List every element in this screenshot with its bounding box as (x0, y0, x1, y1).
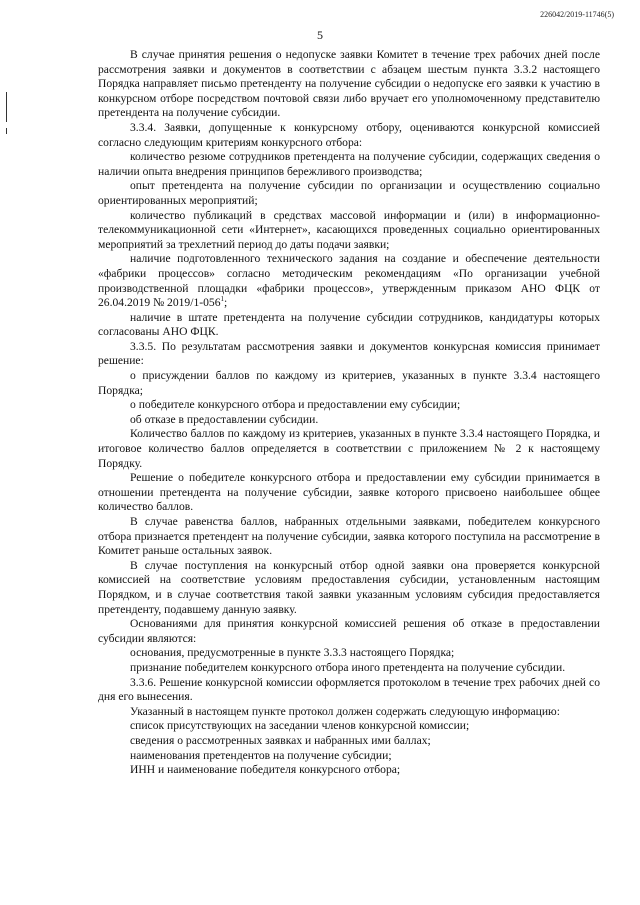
paragraph: о присуждении баллов по каждому из критериев, указанных в пункте 3.3.4 настоящего Порядка; (98, 369, 600, 397)
paragraph: об отказе в предоставлении субсидии. (130, 412, 319, 426)
paragraph-text: наличие подготовленного технического задания на создание и обеспечение деятельности «фабрики процессов» согласно методическим рекомендациям «По организации учебной производственной площадки «фабрики процессов», утвержденным приказом АНО ФЦК от 26.04.2019 № 2019/1-056 (98, 252, 600, 310)
footnote-mark: 1 (220, 295, 224, 304)
paragraph: ИНН и наименование победителя конкурсного отбора; (130, 763, 401, 777)
paragraph: наименования претендентов на получение субсидии; (130, 748, 392, 762)
margin-mark (6, 128, 7, 134)
paragraph: 3.3.4. Заявки, допущенные к конкурсному отбору, оцениваются конкурсной комиссией согласно следующим критериям конкурсного отбора: (98, 120, 600, 149)
page-number: 5 (317, 28, 323, 42)
document-id: 226042/2019-11746(5) (540, 10, 614, 19)
paragraph: В случае поступления на конкурсный отбор одной заявки она проверяется конкурсной комиссией на соответствие условиям предоставления субсидии, установленным настоящим Порядком, и в случае соответствия такой заявки указанным условиям субсидия предоставляется претенденту, подавшему данную заявку. (98, 558, 600, 616)
paragraph: список присутствующих на заседании членов конкурсной комиссии; (130, 719, 470, 733)
paragraph: Количество баллов по каждому из критериев, указанных в пункте 3.3.4 настоящего Порядка, и итоговое количество баллов определяется в соответствии с приложением № 2 к настоящему Порядку. (98, 427, 600, 470)
paragraph: В случае равенства баллов, набранных отдельными заявками, победителем конкурсного отбора признается претендент на получение субсидии, заявка которого поступила на рассмотрение в Комитет раньше остальных заявок. (98, 515, 600, 558)
paragraph: 3.3.6. Решение конкурсной комиссии оформляется протоколом в течение трех рабочих дней со дня его вынесения. (98, 675, 600, 704)
paragraph: количество публикаций в средствах массовой информации и (или) в информационно-телекоммуникационной сети «Интернет», касающихся проведенных социально ориентированных мероприятий за трехлетний период до даты подачи заявки; (98, 208, 600, 251)
paragraph: сведения о рассмотренных заявках и набранных ими баллах; (130, 733, 431, 747)
paragraph-end: ; (224, 296, 228, 310)
paragraph: Основаниями для принятия конкурсной комиссией решения об отказе в предоставлении субсидии являются: (98, 617, 600, 645)
margin-mark (6, 92, 7, 122)
paragraph: 3.3.5. По результатам рассмотрения заявки и документов конкурсная комиссия принимает решение: (98, 339, 600, 368)
paragraph: В случае принятия решения о недопуске заявки Комитет в течение трех рабочих дней после рассмотрения заявки и документов в соответствии с абзацем шестым пункта 3.3.2 настоящего Порядка направляет письмо претенденту на получение субсидии о недопуске его заявки к участию в конкурсном отборе посредством почтовой связи либо вручает его уполномоченному представителю претендента на получение субсидии. (98, 48, 600, 120)
paragraph: признание победителем конкурсного отбора иного претендента на получение субсидии. (130, 660, 566, 674)
paragraph: о победителе конкурсного отбора и предоставлении ему субсидии; (130, 398, 461, 412)
paragraph: количество резюме сотрудников претендента на получение субсидии, содержащих сведения о наличии опыта внедрения принципов бережливого производства; (98, 150, 600, 178)
paragraph: опыт претендента на получение субсидии по организации и осуществлению социально ориентированных мероприятий; (98, 179, 600, 207)
paragraph (98, 252, 600, 310)
paragraph: основания, предусмотренные в пункте 3.3.3 настоящего Порядка; (130, 646, 455, 660)
paragraph: наличие в штате претендента на получение субсидии сотрудников, кандидатуры которых согласованы АНО ФЦК. (98, 310, 600, 339)
document-body (98, 48, 600, 778)
paragraph: Решение о победителе конкурсного отбора и предоставлении ему субсидии принимается в отношении претендента на получение субсидии, заявке которого присвоено наибольшее общее количество баллов. (98, 471, 600, 514)
paragraph: Указанный в настоящем пункте протокол должен содержать следующую информацию: (130, 704, 560, 718)
